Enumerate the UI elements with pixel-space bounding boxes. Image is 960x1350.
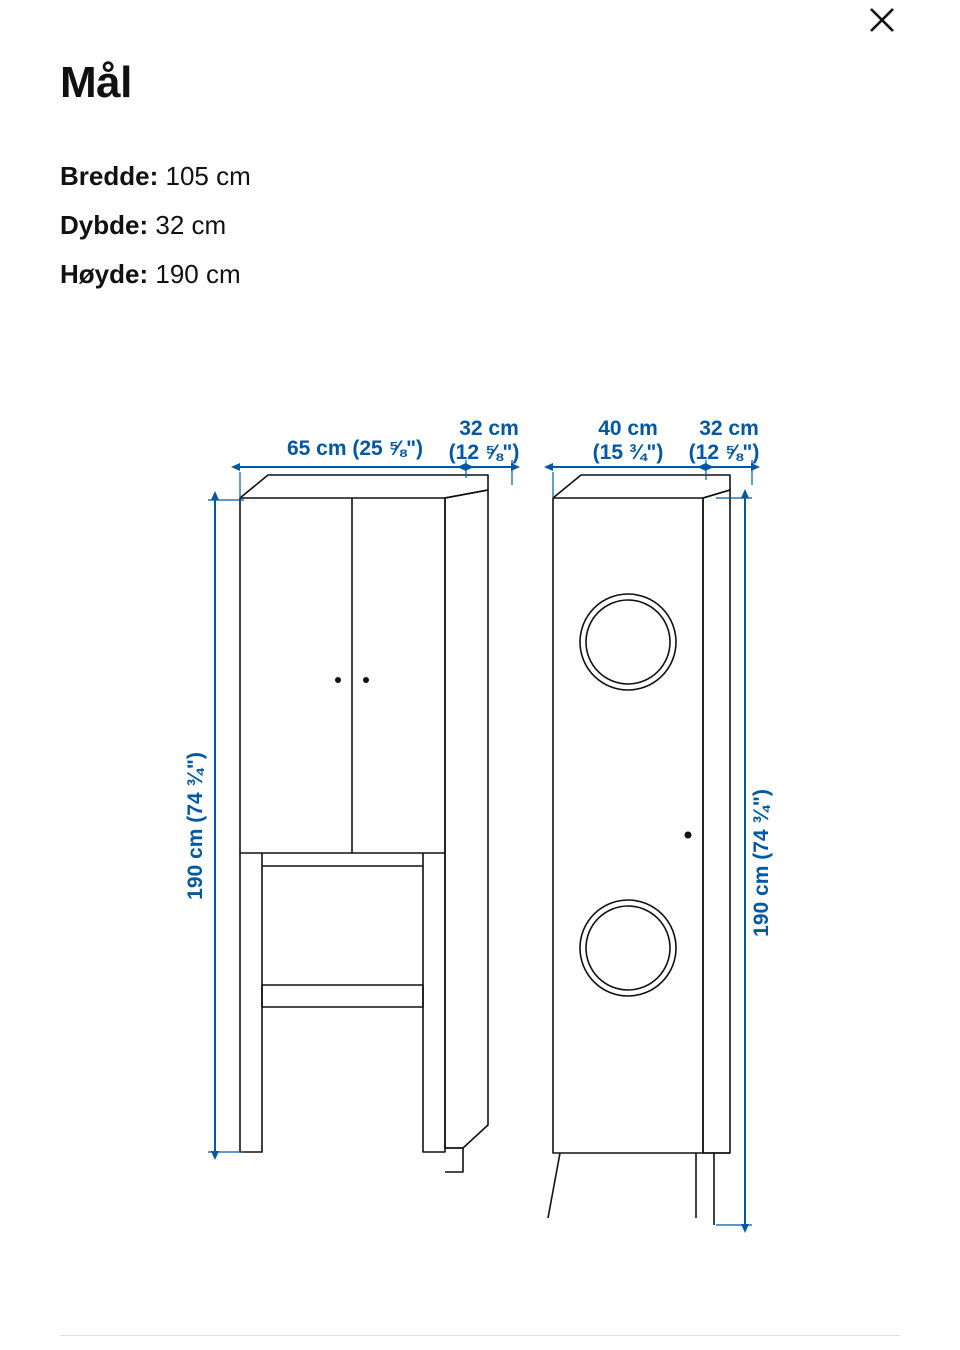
spec-row (60, 201, 900, 250)
spec-value-width: 105 cm (165, 161, 251, 191)
dimensions-content (60, 58, 900, 299)
close-icon[interactable] (862, 0, 902, 40)
spec-label-width: Bredde: (60, 161, 159, 191)
spec-row (60, 250, 900, 299)
left-cabinet-dimensions (208, 460, 512, 1152)
spec-list (60, 152, 900, 299)
spec-value-depth: 32 cm (155, 210, 227, 240)
spec-row (60, 152, 900, 201)
label-right-width-line1: 40 cm (598, 417, 658, 440)
label-right-depth-line2: (12 ⅝") (688, 441, 760, 464)
right-cabinet-dimensions (553, 460, 752, 1225)
bottom-divider (60, 1335, 900, 1336)
label-left-depth-line2: (12 ⅝") (448, 441, 520, 464)
dimension-diagram (0, 380, 960, 1280)
right-cabinet-drawing (548, 475, 730, 1225)
spec-label-height: Høyde: (60, 259, 149, 289)
label-left-height: 190 cm (74 ¾") (184, 752, 207, 900)
label-right-height: 190 cm (74 ¾") (750, 789, 773, 937)
label-left-width: 65 cm (25 ⅝") (286, 437, 424, 460)
close-icon-glyph (867, 5, 897, 35)
label-right-depth-line1: 32 cm (699, 417, 759, 440)
page-title: Mål (60, 58, 132, 107)
label-right-width-line2: (15 ¾") (592, 441, 664, 464)
left-cabinet-drawing (240, 475, 488, 1172)
spec-value-height: 190 cm (155, 259, 241, 289)
label-left-depth-line1: 32 cm (459, 417, 519, 440)
dimension-diagram-svg (0, 380, 960, 1280)
spec-label-depth: Dybde: (60, 210, 149, 240)
